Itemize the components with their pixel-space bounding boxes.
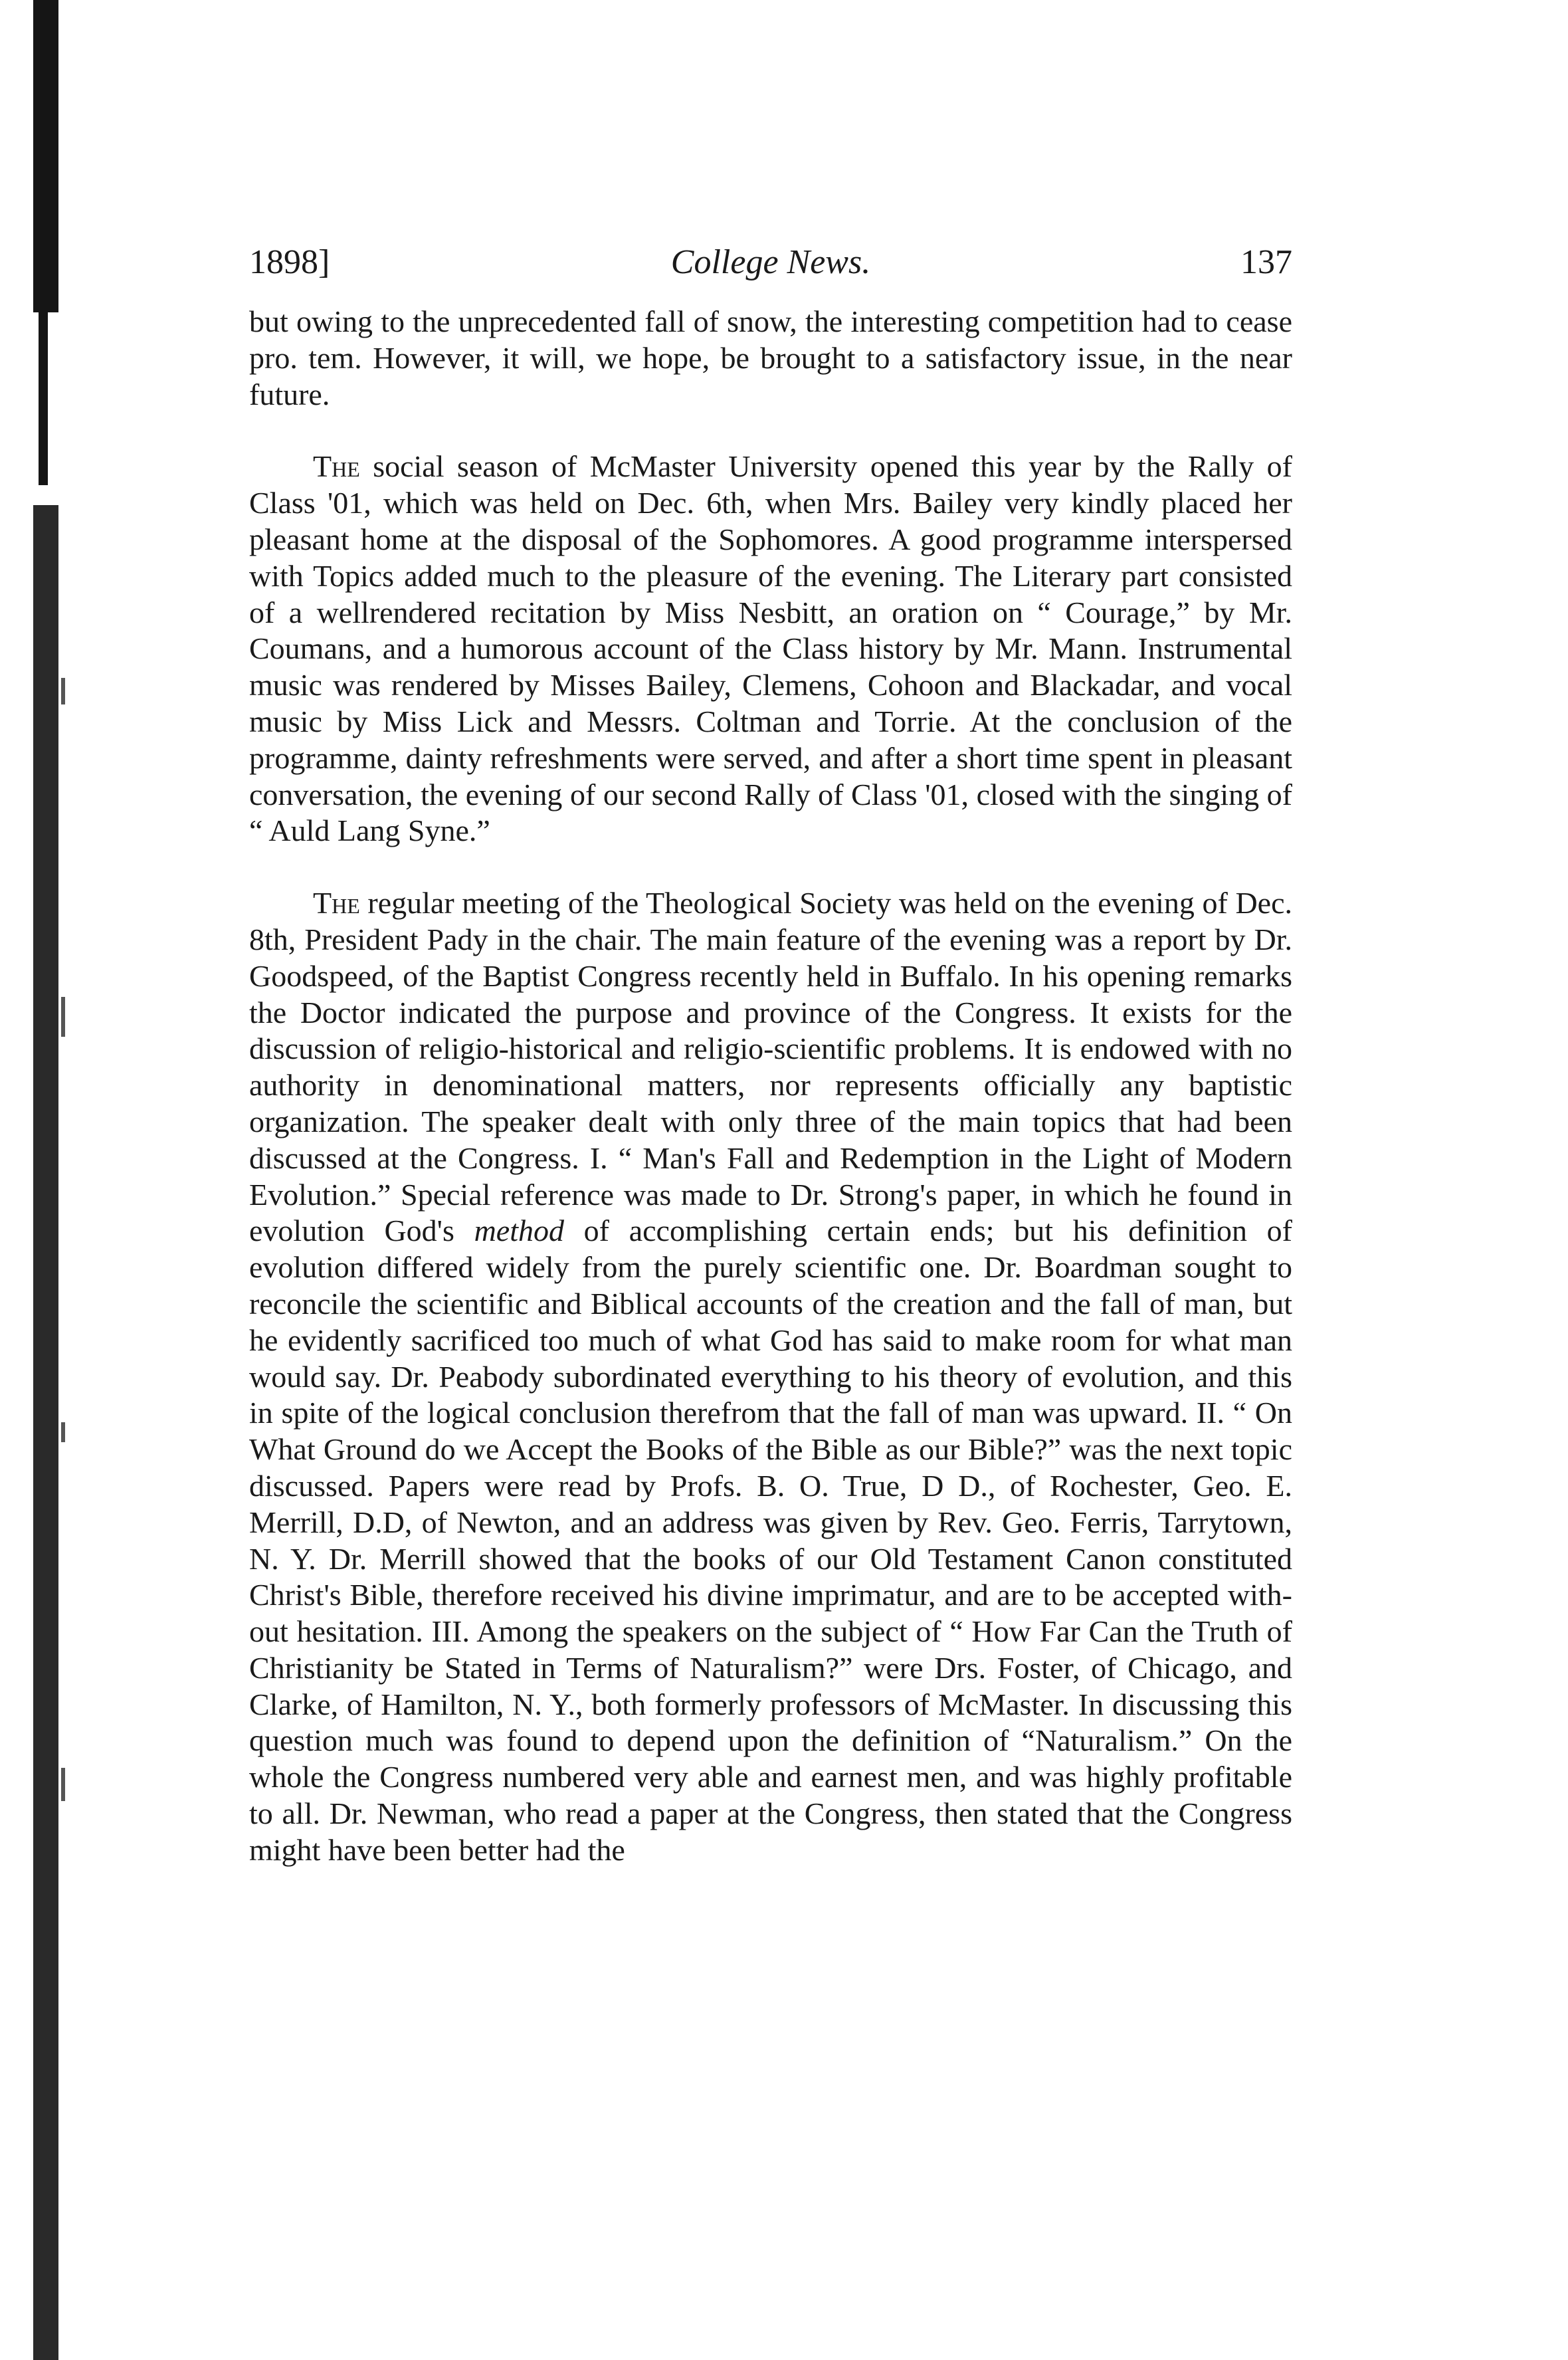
running-head-year: 1898] <box>249 243 330 281</box>
binding-shadow <box>33 0 58 312</box>
paragraph-text: social season of McMaster University opened this year by the Rally of Class '01, which was held on Dec. 6th, when Mrs. Bailey very kindly placed her pleasant home at the disposal of the Sophomores. A good programme interspersed with Topics added much to the pleasure of the evening. The Literary part consisted of a wellrendered recitation by Miss Nesbitt, an oration on “ Courage,” by Mr. Coumans, and a humorous account of the Class history by Mr. Mann. Instrumental music was rendered by Misses Bailey, Clemens, Cohoon and Blackadar, and vocal music by Miss Lick and Messrs. Coltman and Torrie. At the conclusion of the programme, dainty refreshments were served, and after a short time spent in pleasant conversation, the evening of our second Rally of Class '01, closed with the singing of “ Auld Lang Syne.” <box>249 449 1292 848</box>
running-head <box>249 236 1292 289</box>
scan-speck <box>61 678 65 704</box>
scan-speck <box>61 1422 65 1442</box>
binding-shadow <box>39 312 48 485</box>
paragraph-lead-word: The <box>313 449 360 484</box>
paragraph-text: regular meeting of the Theological Society was held on the evening of Dec. 8th, President Pady in the chair. The main feature of the evening was a report by Dr. Goodspeed, of the Baptist Congress recently held in Buffalo. In his opening remarks the Doctor indicated the purpose and province of the Congress. It exists for the discussion of religio-historical and religio-scientific problems. It is endowed with no authority in denominational matters, nor represents officially any baptistic organization. The speaker dealt with only three of the main topics that had been discussed at the Congress. I. “ Man's Fall and Redemption in the Light of Modern Evolution.” Special reference was made to Dr. Strong's paper, in which he found in evolution God's <box>249 886 1292 1248</box>
page-number: 137 <box>1240 243 1292 281</box>
paragraph-continuation <box>249 304 1292 413</box>
article-body <box>249 304 1292 1869</box>
binding-shadow <box>33 505 58 2360</box>
scan-speck <box>61 997 65 1037</box>
binding-edge <box>0 0 73 2360</box>
paragraph-text: but owing to the unprecedented fall of snow, the interesting competition had to cease pro. tem. However, it will, we hope, be brought to a satisfactory issue, in the near future. <box>249 304 1292 411</box>
emphasized-word: method <box>474 1214 564 1248</box>
paragraph-social-season <box>249 449 1292 849</box>
paragraph-text: of accomplishing certain ends; but his definition of evolution differed widely from the purely scientific one. Dr. Boardman sought to reconcile the scientific and Biblical accounts of the creation and the fall of man, but he evidently sacrificed too much of what God has said to make room for what man would say. Dr. Peabody subordinated everything to his theory of evolution, and this in spite of the logical conclusion therefrom that the fall of man was upward. II. “ On What Ground do we Accept the Books of the Bible as our Bible?” was the next topic discussed. Papers were read by Profs. B. O. True, D D., of Rochester, Geo. E. Merrill, D.D, of Newton, and an address was given by Rev. Geo. Ferris, Tarrytown, N. Y. Dr. Merrill showed that the books of our Old Testament Canon constituted Christ's Bible, therefore received his divine imprimatur, and are to be accepted without hesitation. III. Among the speakers on the subject of “ How Far Can the Truth of Christianity be Stated in Terms of Naturalism?” were Drs. Foster, of Chicago, and Clarke, of Hamilton, N. Y., both formerly professors of McMaster. In discussing this question much was found to depend upon the definition of “Naturalism.” On the whole the Congress numbered very able and earnest men, and was highly profitable to all. Dr. Newman, who read a paper at the Congress, then stated that the Congress might have been better had the <box>249 1214 1292 1867</box>
scan-speck <box>61 1768 65 1801</box>
paragraph-lead-word: The <box>313 886 360 920</box>
paragraph-theological-society <box>249 885 1292 1869</box>
running-head-title: College News. <box>670 243 871 281</box>
book-page <box>249 236 1292 1869</box>
